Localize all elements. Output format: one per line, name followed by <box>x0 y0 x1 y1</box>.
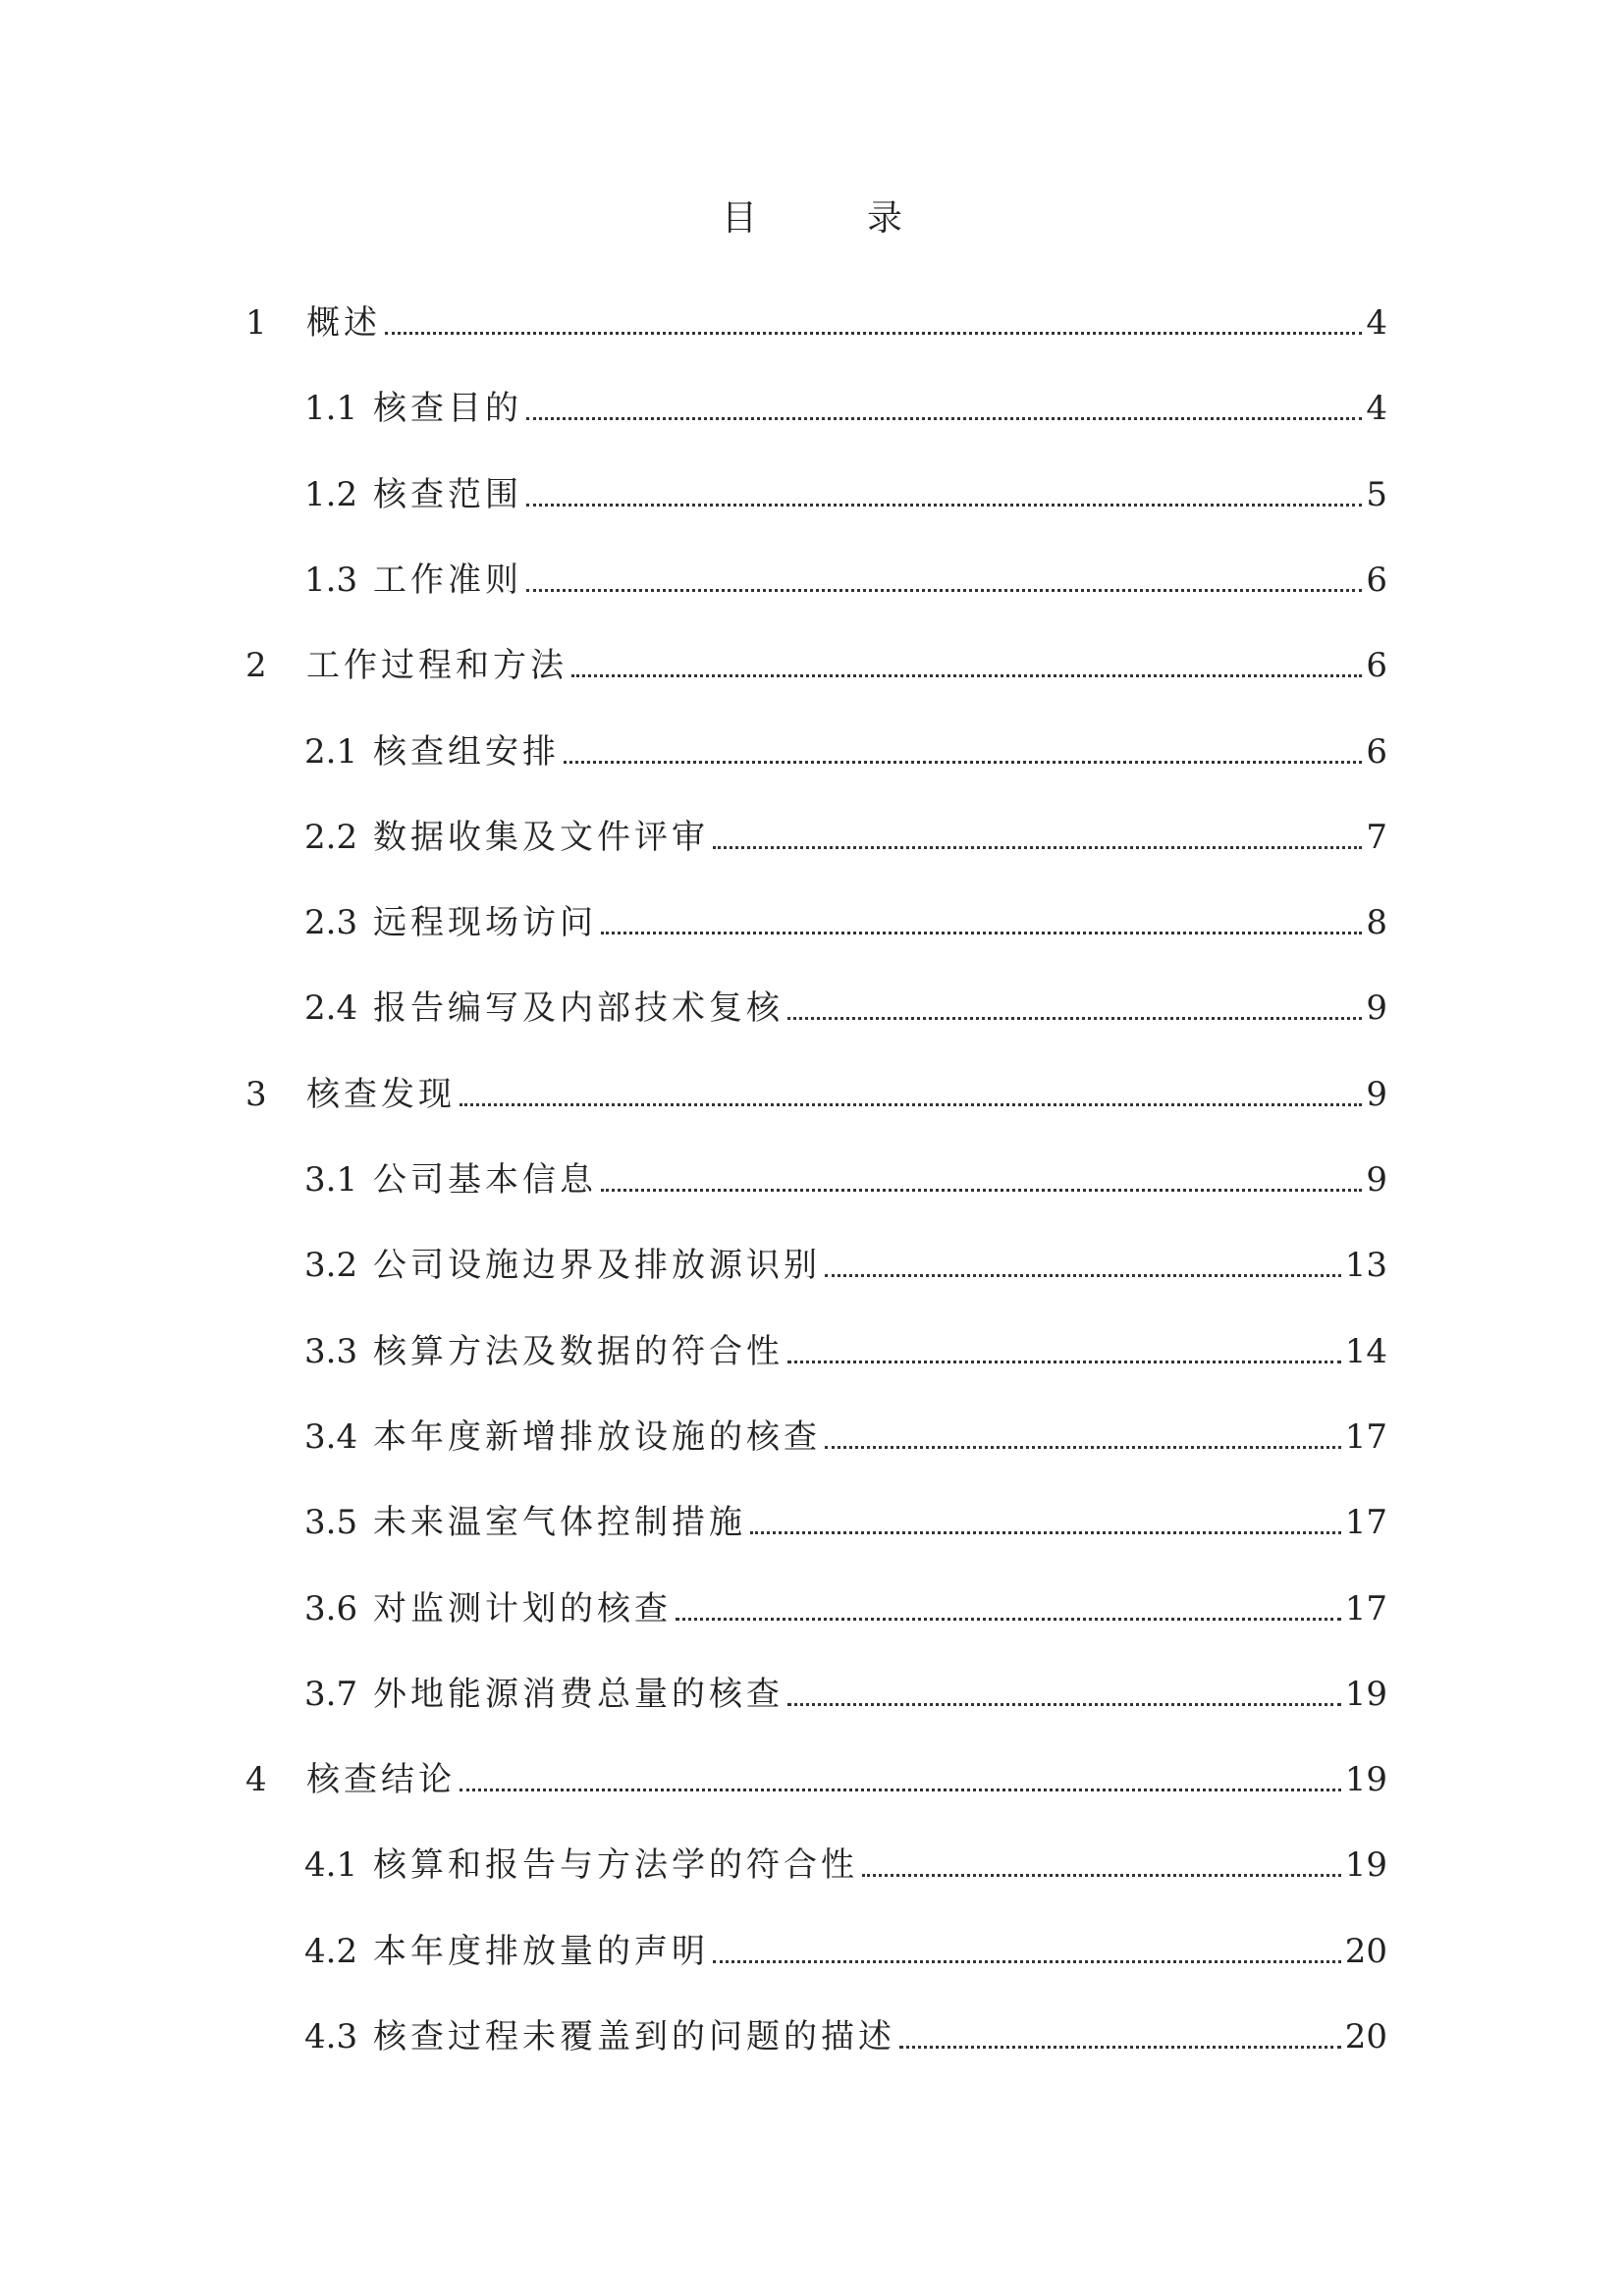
toc-section-entry[interactable] <box>304 890 1387 945</box>
toc-entry-label: 数据收集及文件评审 <box>373 817 709 857</box>
toc-entry-page-number: 17 <box>1344 1588 1387 1629</box>
toc-entry-number: 1.1 <box>304 389 358 429</box>
toc-dot-leader <box>787 1361 1341 1363</box>
toc-section-entry[interactable] <box>304 376 1387 431</box>
toc-chapter-entry[interactable] <box>245 291 1387 346</box>
toc-entry-page-number: 19 <box>1344 1845 1387 1886</box>
toc-entry-number: 1 <box>245 303 267 343</box>
toc-entry-number: 1.3 <box>304 560 358 600</box>
toc-entry-page-number: 5 <box>1366 474 1387 514</box>
toc-entry-number: 3.6 <box>304 1588 358 1629</box>
toc-section-entry[interactable] <box>304 720 1387 774</box>
toc-dot-leader <box>825 1446 1341 1449</box>
toc-entry-page-number: 13 <box>1344 1246 1387 1286</box>
toc-entry-page-number: 8 <box>1366 903 1387 943</box>
toc-entry-page-number: 17 <box>1344 1503 1387 1543</box>
toc-entry-number: 4.3 <box>304 2017 358 2056</box>
toc-entry-page-number: 9 <box>1366 1074 1387 1114</box>
toc-dot-leader <box>862 1874 1341 1877</box>
toc-entry-page-number: 14 <box>1344 1331 1387 1371</box>
toc-entry-label: 核算和报告与方法学的符合性 <box>373 1845 858 1886</box>
toc-entry-label: 公司基本信息 <box>373 1160 597 1200</box>
toc-section-entry[interactable] <box>304 462 1387 517</box>
toc-entry-page-number: 6 <box>1366 731 1387 772</box>
toc-section-entry[interactable] <box>304 1148 1387 1202</box>
toc-dot-leader <box>526 417 1362 420</box>
toc-entry-label: 核查目的 <box>373 389 522 429</box>
toc-dot-leader <box>526 589 1362 592</box>
toc-entry-page-number: 4 <box>1366 389 1387 429</box>
toc-entry-number: 2.3 <box>304 903 358 943</box>
toc-entry-number: 4.2 <box>304 1931 358 1971</box>
toc-entry-page-number: 19 <box>1344 1674 1387 1714</box>
toc-entry-page-number: 6 <box>1366 560 1387 600</box>
toc-entry-number: 1.2 <box>304 474 358 514</box>
toc-entry-number: 3.5 <box>304 1503 358 1543</box>
page-title: 目 录 <box>721 198 940 239</box>
toc-dot-leader <box>787 1017 1362 1020</box>
toc-entry-label: 核查组安排 <box>373 731 560 772</box>
toc-entry-number: 2.2 <box>304 817 358 857</box>
toc-entry-label: 外地能源消费总量的核查 <box>373 1674 784 1714</box>
toc-dot-leader <box>713 1960 1341 1963</box>
toc-entry-page-number: 4 <box>1366 303 1387 343</box>
toc-entry-number: 2.1 <box>304 731 358 772</box>
toc-chapter-entry[interactable] <box>245 1747 1387 1802</box>
toc-entry-page-number: 20 <box>1344 2017 1387 2056</box>
toc-section-entry[interactable] <box>304 1919 1387 1974</box>
toc-dot-leader <box>564 761 1362 764</box>
toc-section-entry[interactable] <box>304 1662 1387 1717</box>
toc-dot-leader <box>750 1531 1341 1534</box>
toc-entry-label: 本年度新增排放设施的核查 <box>373 1416 821 1457</box>
toc-entry-page-number: 7 <box>1366 817 1387 857</box>
toc-entry-label: 核查范围 <box>373 474 522 514</box>
toc-entry-number: 3 <box>245 1074 267 1114</box>
toc-entry-number: 3.1 <box>304 1160 358 1200</box>
toc-dot-leader <box>571 674 1362 677</box>
toc-section-entry[interactable] <box>304 2004 1387 2059</box>
toc-entry-label: 工作准则 <box>373 560 522 600</box>
toc-section-entry[interactable] <box>304 1233 1387 1288</box>
toc-section-entry[interactable] <box>304 1405 1387 1460</box>
toc-dot-leader <box>899 2046 1341 2049</box>
toc-dot-leader <box>385 332 1362 335</box>
toc-entry-label: 概述 <box>306 303 381 343</box>
toc-entry-number: 2 <box>245 646 267 686</box>
toc-entry-label: 对监测计划的核查 <box>373 1588 672 1629</box>
toc-entry-number: 2.4 <box>304 988 358 1029</box>
toc-section-entry[interactable] <box>304 548 1387 603</box>
toc-chapter-entry[interactable] <box>245 1062 1387 1117</box>
toc-entry-label: 报告编写及内部技术复核 <box>373 988 784 1029</box>
toc-section-entry[interactable] <box>304 976 1387 1031</box>
toc-dot-leader <box>601 932 1362 934</box>
toc-dot-leader <box>676 1618 1341 1621</box>
toc-entry-label: 公司设施边界及排放源识别 <box>373 1246 821 1286</box>
toc-entry-label: 工作过程和方法 <box>306 646 568 686</box>
toc-section-entry[interactable] <box>304 1319 1387 1374</box>
toc-entry-number: 3.7 <box>304 1674 358 1714</box>
toc-entry-number: 3.3 <box>304 1331 358 1371</box>
toc-entry-number: 4 <box>245 1760 267 1800</box>
toc-dot-leader <box>787 1703 1341 1706</box>
toc-entry-page-number: 19 <box>1344 1760 1387 1800</box>
toc-entry-label: 核查结论 <box>306 1760 456 1800</box>
toc-dot-leader <box>713 846 1362 849</box>
toc-dot-leader <box>460 1789 1341 1791</box>
toc-dot-leader <box>460 1103 1362 1106</box>
toc-section-entry[interactable] <box>304 1833 1387 1888</box>
toc-entry-label: 远程现场访问 <box>373 903 597 943</box>
toc-entry-label: 核算方法及数据的符合性 <box>373 1331 784 1371</box>
toc-entry-page-number: 9 <box>1366 988 1387 1029</box>
toc-entry-label: 未来温室气体控制措施 <box>373 1503 746 1543</box>
toc-entry-page-number: 17 <box>1344 1416 1387 1457</box>
toc-section-entry[interactable] <box>304 805 1387 860</box>
toc-entry-page-number: 6 <box>1366 646 1387 686</box>
toc-entry-page-number: 9 <box>1366 1160 1387 1200</box>
toc-entry-label: 核查发现 <box>306 1074 456 1114</box>
toc-entry-number: 4.1 <box>304 1845 358 1886</box>
toc-section-entry[interactable] <box>304 1576 1387 1631</box>
toc-entry-page-number: 20 <box>1344 1931 1387 1971</box>
toc-entry-number: 3.2 <box>304 1246 358 1286</box>
toc-dot-leader <box>526 504 1362 507</box>
toc-dot-leader <box>825 1274 1341 1277</box>
toc-dot-leader <box>601 1189 1362 1192</box>
toc-chapter-entry[interactable] <box>245 633 1387 688</box>
toc-section-entry[interactable] <box>304 1490 1387 1545</box>
toc-entry-number: 3.4 <box>304 1416 358 1457</box>
toc-entry-label: 核查过程未覆盖到的问题的描述 <box>373 2017 895 2056</box>
toc-entry-label: 本年度排放量的声明 <box>373 1931 709 1971</box>
